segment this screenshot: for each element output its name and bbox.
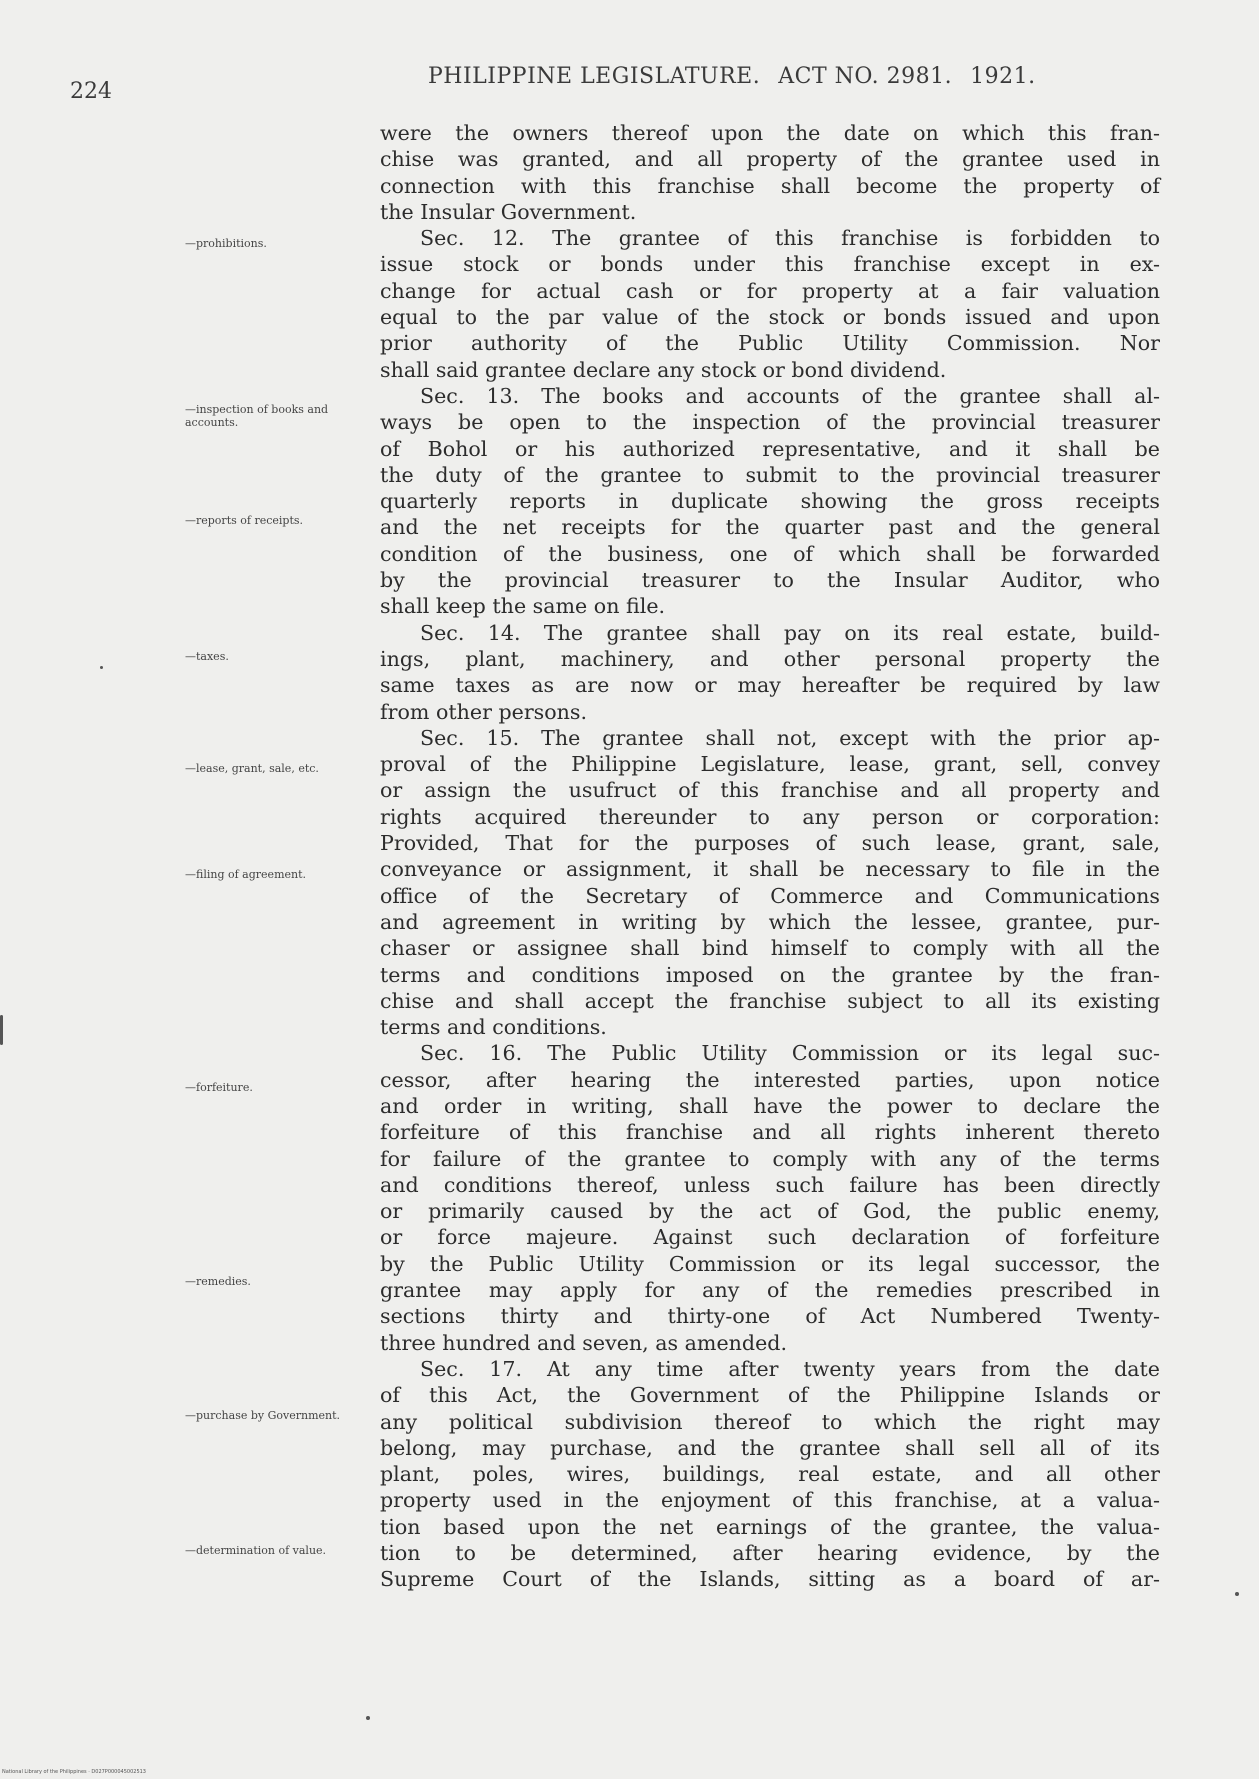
margin-note-prohibitions: —prohibitions. (185, 237, 267, 250)
text-line: ways be open to the inspection of the provincial treasurer (380, 410, 1160, 435)
text-line: plant, poles, wires, buildings, real estate, and all other (380, 1462, 1160, 1487)
margin-note-reports: —reports of receipts. (185, 514, 304, 527)
text-line: of this Act, the Government of the Philippine Islands or (380, 1383, 1160, 1408)
margin-note-purchase: —purchase by Government. (185, 1409, 341, 1422)
text-line: or force majeure. Against such declaration of forfeiture (380, 1225, 1160, 1250)
text-line: issue stock or bonds under this franchise except in ex- (380, 252, 1160, 277)
text-line: ings, plant, machinery, and other personal property the (380, 646, 1160, 671)
text-line: same taxes as are now or may hereafter be required by law (380, 673, 1160, 698)
margin-note-determination: —determination of value. (185, 1544, 327, 1557)
header-title: PHILIPPINE LEGISLATURE. (428, 64, 761, 89)
text-line: grantee may apply for any of the remedies prescribed in (380, 1278, 1160, 1303)
header-act: ACT NO. 2981. (778, 64, 953, 89)
text-line: by the provincial treasurer to the Insular Auditor, who (380, 568, 1160, 593)
margin-note-inspection: —inspection of books and accounts. (185, 403, 329, 429)
scan-speck (366, 1716, 370, 1720)
body-text (380, 120, 1160, 1593)
text-line: were the owners thereof upon the date on which this fran- (380, 121, 1160, 145)
text-line: terms and conditions. (380, 1015, 607, 1040)
text-line: and order in writing, shall have the power to declare the (380, 1093, 1160, 1118)
text-line: terms and conditions imposed on the grantee by the fran- (380, 962, 1160, 987)
text-line: tion to be determined, after hearing evidence, by the (380, 1541, 1160, 1566)
scan-speck (0, 1015, 3, 1045)
scan-speck (100, 666, 103, 669)
text-line: connection with this franchise shall become the property of (380, 173, 1160, 198)
text-line: or primarily caused by the act of God, the public enemy, (380, 1199, 1160, 1224)
text-line: sections thirty and thirty-one of Act Numbered Twenty- (380, 1304, 1160, 1329)
text-line: or assign the usufruct of this franchise and all property and (380, 778, 1160, 803)
text-line: chise was granted, and all property of the grantee used in (380, 147, 1160, 172)
text-line: tion based upon the net earnings of the grantee, the valua- (380, 1514, 1160, 1539)
text-line: property used in the enjoyment of this franchise, at a valua- (380, 1488, 1160, 1513)
text-line: conveyance or assignment, it shall be necessary to file in the (380, 857, 1160, 882)
text-line: and conditions thereof, unless such failure has been directly (380, 1172, 1160, 1197)
section-13-start: Sec. 13. The books and accounts of the grantee shall al- (420, 383, 1160, 408)
page-number: 224 (70, 79, 112, 104)
scan-speck (1235, 1592, 1239, 1596)
text-line: for failure of the grantee to comply with any of the terms (380, 1146, 1160, 1171)
header-year: 1921. (970, 64, 1036, 89)
text-line: rights acquired thereunder to any person or corporation: (380, 804, 1160, 829)
text-line: change for actual cash or for property at a fair valuation (380, 278, 1160, 303)
text-line: belong, may purchase, and the grantee shall sell all of its (380, 1435, 1160, 1460)
margin-note-taxes: —taxes. (185, 650, 229, 663)
text-line: Provided, That for the purposes of such lease, grant, sale, (380, 831, 1160, 856)
text-line: proval of the Philippine Legislature, lease, grant, sell, convey (380, 752, 1160, 777)
text-line: Supreme Court of the Islands, sitting as a board of ar- (380, 1567, 1160, 1592)
text-line: chaser or assignee shall bind himself to comply with all the (380, 936, 1160, 961)
section-16-start: Sec. 16. The Public Utility Commission or its legal suc- (420, 1041, 1160, 1066)
text-line: and agreement in writing by which the lessee, grantee, pur- (380, 909, 1160, 934)
margin-note-lease: —lease, grant, sale, etc. (185, 762, 319, 775)
margin-note-forfeiture: —forfeiture. (185, 1081, 253, 1094)
text-line: from other persons. (380, 699, 588, 724)
scan-footer: National Library of the Philippines · D027P000045002513 (2, 1769, 146, 1775)
section-12-start: Sec. 12. The grantee of this franchise is forbidden to (420, 226, 1160, 251)
text-line: condition of the business, one of which shall be forwarded (380, 541, 1160, 566)
margin-note-filing: —filing of agreement. (185, 868, 307, 881)
text-line: shall keep the same on file. (380, 594, 666, 619)
text-line: by the Public Utility Commission or its legal successor, the (380, 1251, 1160, 1276)
text-line: equal to the par value of the stock or bonds issued and upon (380, 305, 1160, 330)
text-line: and the net receipts for the quarter past and the general (380, 515, 1160, 540)
text-line: shall said grantee declare any stock or bond dividend. (380, 357, 947, 382)
section-14-start: Sec. 14. The grantee shall pay on its real estate, build- (420, 620, 1160, 645)
text-line: office of the Secretary of Commerce and Communications (380, 883, 1160, 908)
section-15-start: Sec. 15. The grantee shall not, except with the prior ap- (420, 725, 1160, 750)
text-line: prior authority of the Public Utility Commission. Nor (380, 331, 1160, 356)
text-line: three hundred and seven, as amended. (380, 1330, 787, 1355)
running-header (428, 64, 1036, 89)
text-line: the duty of the grantee to submit to the provincial treasurer (380, 462, 1160, 487)
section-17-start: Sec. 17. At any time after twenty years from the date (420, 1356, 1160, 1381)
text-line: of Bohol or his authorized representative, and it shall be (380, 436, 1160, 461)
text-line: forfeiture of this franchise and all rights inherent thereto (380, 1120, 1160, 1145)
text-line: any political subdivision thereof to which the right may (380, 1409, 1160, 1434)
text-line: the Insular Government. (380, 199, 637, 224)
text-line: quarterly reports in duplicate showing the gross receipts (380, 489, 1160, 514)
margin-note-remedies: —remedies. (185, 1275, 251, 1288)
text-line: chise and shall accept the franchise subject to all its existing (380, 988, 1160, 1013)
text-line: cessor, after hearing the interested parties, upon notice (380, 1067, 1160, 1092)
